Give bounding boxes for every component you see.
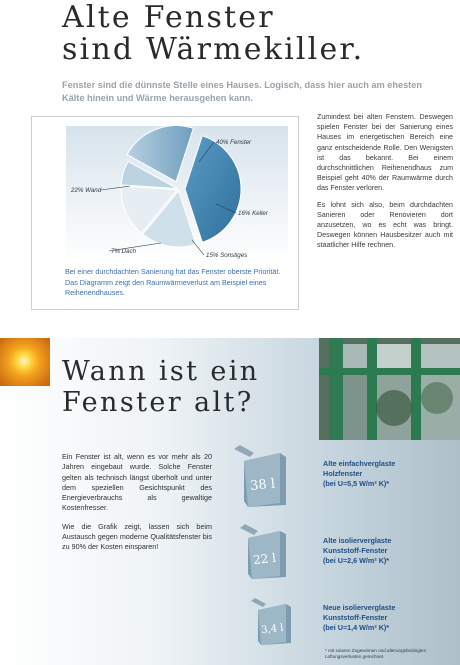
footnote: * mit solaren Zugewinnen und alterungsbedingten Lüftungsverlusten gerechnet. [325, 648, 427, 659]
section-body-text [62, 452, 212, 561]
can-label-2-uvalue: (bei U=2,6 W/m² K)* [323, 556, 390, 565]
sun-image [0, 338, 50, 386]
can-label-2-title: Alte isolierverglaste [323, 536, 392, 545]
heat-loss-pie-chart [66, 126, 288, 264]
oil-can-icon [248, 596, 294, 646]
can-label-2-subtitle: Kunststoff-Fenster [323, 546, 388, 555]
oil-can-icon [236, 522, 290, 580]
can-label-2 [323, 536, 453, 566]
intro-paragraph-2: Es lohnt sich also, beim durchdachten Sanieren oder Renovieren dort anzusetzen, wo es echt was bringt. Deswegen können Hausbesitzer auch mit staatlicher Hilfe rechnen. [317, 200, 453, 250]
page-title [62, 2, 452, 66]
section-title-line-1: Wann ist ein [62, 356, 260, 387]
section-title-line-2: Fenster alt? [62, 387, 254, 418]
can-label-3-title: Neue isolierverglaste [323, 603, 396, 612]
can-label-3-subtitle: Kunststoff-Fenster [323, 613, 388, 622]
can-label-1-title: Alte einfachverglaste [323, 459, 396, 468]
section-paragraph-1: Ein Fenster ist alt, wenn es vor mehr als 20 Jahren eingebaut wurde. Solche Fenster gelten als technisch längst überholt und unter dem speziellen Gesichtspunkt des Energieverbrauchs als gewaltige Kostenfresser. [62, 452, 212, 513]
pie-label-fenster: 40% Fenster [216, 139, 252, 146]
oil-can-icon [230, 443, 290, 509]
section-paragraph-2: Wie die Grafik zeigt, lassen sich beim Austausch gegen moderne Qualitätsfenster bis zu 90% der Kosten einsparen! [62, 521, 212, 552]
can-label-3 [323, 603, 453, 633]
can-value-2: 22 l [252, 550, 277, 568]
intro-paragraph-1: Zumindest bei alten Fenstern. Deswegen spielen Fenster bei der Sanierung eines Hauses im energetischen Bereich eine ganz entscheidende Rolle. Den Wenigsten ist das bekannt. Bei einem durchschnittlichen Reihenendhaus zum Beispiel geht 40% der Raumwärme durch das Fenster verloren. [317, 113, 453, 193]
chart-background [66, 126, 288, 264]
can-value-3: 3,4 l [260, 622, 285, 637]
section-title [62, 356, 342, 418]
can-label-1-uvalue: (bei U=5,5 W/m² K)* [323, 479, 390, 488]
intro-subhead: Fenster sind die dünnste Stelle eines Hauses. Logisch, dass hier auch am ehesten Kälte hinein und Wärme herausgehen kann. [62, 80, 422, 103]
pie-label-sonstiges: 15% Sonstiges [206, 252, 248, 259]
pie-label-dach: 7% Dach [111, 248, 137, 255]
pie-label-wand: 22% Wand [71, 187, 102, 194]
page-title-line-2: sind Wärmekiller. [62, 32, 365, 67]
can-value-1: 38 l [249, 476, 276, 494]
pie-slice-fenster [185, 136, 241, 243]
chart-caption: Bei einer durchdachten Sanierung hat das Fenster oberste Priorität. Das Diagramm zeigt den Raumwärmeverlust am Beispiel eines Reihenendhauses. [65, 267, 281, 297]
intro-body-text [317, 112, 453, 257]
page-title-line-1: Alte Fenster [62, 0, 275, 35]
can-label-1 [323, 459, 453, 489]
heat-loss-chart-box [31, 116, 299, 310]
pie-label-keller: 16% Keller [238, 210, 268, 217]
can-label-1-subtitle: Holzfenster [323, 469, 363, 478]
can-label-3-uvalue: (bei U=1,4 W/m² K)* [323, 623, 390, 632]
